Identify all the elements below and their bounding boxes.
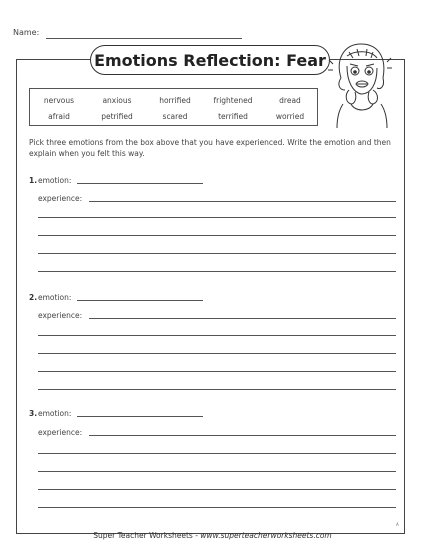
emotion-label: emotion: [38, 409, 72, 418]
word-bank-item: worried [275, 112, 305, 121]
experience-answer-line[interactable] [38, 235, 396, 236]
title-banner [90, 45, 330, 75]
word-bank-item: petrified [101, 112, 133, 121]
experience-answer-line[interactable] [89, 318, 396, 319]
page-title: Emotions Reflection: Fear [94, 50, 326, 70]
emotion-answer-line[interactable] [77, 300, 203, 301]
experience-answer-line[interactable] [89, 435, 396, 436]
experience-answer-line[interactable] [38, 253, 396, 254]
name-line[interactable] [46, 38, 242, 39]
experience-answer-line[interactable] [38, 353, 396, 354]
experience-answer-line[interactable] [38, 453, 396, 454]
experience-answer-line[interactable] [38, 489, 396, 490]
word-bank-item: terrified [218, 112, 248, 121]
worksheet-frame [16, 59, 405, 534]
question-number: 1. [29, 176, 38, 185]
experience-answer-line[interactable] [89, 201, 396, 202]
word-bank-item: afraid [48, 112, 70, 121]
experience-label: experience: [38, 311, 83, 320]
footer-brand: Super Teacher Worksheets - [93, 531, 201, 540]
word-bank-item: dread [279, 96, 301, 105]
experience-label: experience: [38, 428, 83, 437]
emotion-label: emotion: [38, 176, 72, 185]
scared-girl-illustration [327, 38, 393, 130]
experience-label: experience: [38, 194, 83, 203]
experience-answer-line[interactable] [38, 371, 396, 372]
name-label: Name: [13, 28, 40, 37]
emotion-answer-line[interactable] [77, 183, 203, 184]
footer-url[interactable]: www.superteacherworksheets.com [200, 531, 332, 540]
question-number: 2. [29, 293, 38, 302]
footer [0, 531, 425, 540]
experience-answer-line[interactable] [38, 271, 396, 272]
word-bank-box [29, 88, 318, 126]
instructions: Pick three emotions from the box above that you have experienced. Write the emotion and then explain when you felt this way. [29, 138, 391, 158]
experience-answer-line[interactable] [38, 389, 396, 390]
word-bank-item: scared [162, 112, 188, 121]
corner-mark: A [396, 522, 399, 527]
question-number: 3. [29, 409, 38, 418]
word-bank-item: frightened [213, 96, 253, 105]
emotion-label: emotion: [38, 293, 72, 302]
word-bank-item: anxious [102, 96, 132, 105]
experience-answer-line[interactable] [38, 217, 396, 218]
experience-answer-line[interactable] [38, 471, 396, 472]
experience-answer-line[interactable] [38, 335, 396, 336]
emotion-answer-line[interactable] [77, 416, 203, 417]
word-bank-item: nervous [43, 96, 75, 105]
experience-answer-line[interactable] [38, 507, 396, 508]
word-bank-item: horrified [159, 96, 191, 105]
